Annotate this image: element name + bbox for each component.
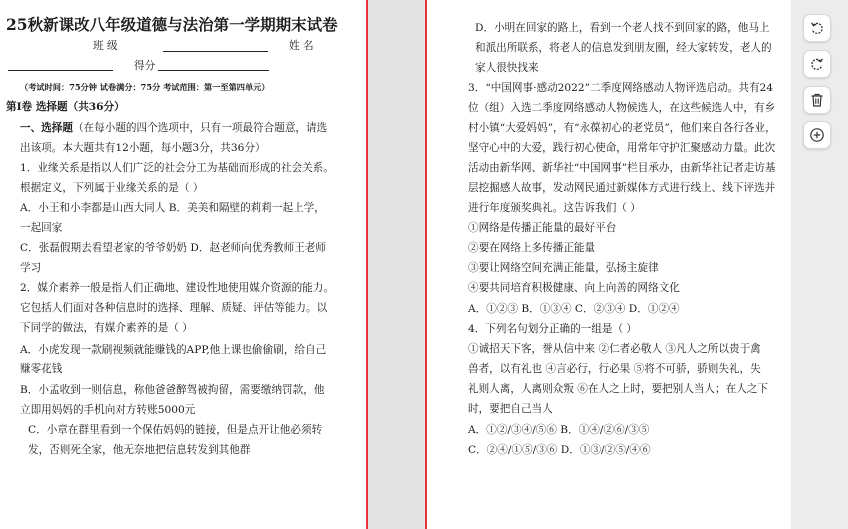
q3-answers: A．①②③ B．①③④ C．②③④ D．①②④ — [468, 303, 680, 315]
section-intro-text: （在每小题的四个选项中，只有一项最符合题意，请选 — [72, 122, 328, 134]
tool-sidebar — [791, 0, 848, 529]
q2-stem-line3: 下同学的做法，有媒介素养的是（ ） — [20, 322, 193, 334]
q1-option-d-cont: 学习 — [20, 262, 42, 274]
q2-option-c: C．小章在群里看到一个保佑妈妈的链接，但是点开让他必须转 — [28, 424, 323, 436]
section-title: 第Ⅰ卷 选择题（共36分） — [6, 101, 125, 113]
q2-option-d-cont1: 和派出所联系，将老人的信息发到朋友圈，经大家转发，老人的 — [475, 42, 772, 54]
q1-stem-line2: 根据定义，下列属于业缘关系的是（ ） — [20, 182, 204, 194]
q4-stem-line4: 礼则人离，人离则众叛 ⑥在人之上时，要把别人当人；在人之下 — [468, 383, 768, 395]
q4-stem-line5: 时，要把自己当人 — [468, 403, 553, 415]
q2-stem-line1: 2．媒介素养一般是指人们正确地、建设性地使用媒介资源的能力。 — [20, 282, 334, 294]
trash-icon — [809, 92, 825, 108]
document-page-right — [427, 0, 791, 529]
section-heading: 一、选择题 — [20, 122, 73, 134]
delete-page-button[interactable] — [803, 86, 831, 114]
q3-stem-line2: 位（组）入选二季度网络感动人物候选人，在这些候选人中，有乡 — [468, 102, 776, 114]
add-page-icon — [809, 127, 825, 143]
q2-option-a-cont: 赚零花钱 — [20, 363, 63, 375]
name-blank — [8, 59, 113, 71]
class-label: 班 级 — [93, 40, 118, 52]
rotate-left-icon — [809, 20, 825, 36]
rotate-right-icon — [809, 56, 825, 72]
q3-statement-3: ③要让网络空间充满正能量，弘扬主旋律 — [468, 262, 659, 274]
section-intro-line1 — [20, 121, 327, 135]
score-blank — [158, 59, 269, 71]
doc-title: 25秋新课改八年级道德与法治第一学期期末试卷 — [6, 15, 338, 34]
q2-option-a: A．小虎发现一款刷视频就能赚钱的APP,他上课也偷偷刷，给自己 — [20, 344, 327, 356]
q2-option-c-cont: 发，否则死全家，他无奈地把信息转发到其他群 — [28, 444, 251, 456]
rotate-right-button[interactable] — [803, 50, 831, 78]
page-divider-left — [366, 0, 368, 529]
q1-stem-line1: 1．业缘关系是指以人们广泛的社会分工为基础而形成的社会关系。 — [20, 162, 334, 174]
q2-stem-line2: 它包括人们面对各种信息时的选择、理解、质疑、评估等能力。以 — [20, 302, 328, 314]
q4-options-ab: A．①②/③④/⑤⑥ B．①④/②⑥/③⑤ — [468, 424, 650, 436]
q2-option-d: D．小明在回家的路上，看到一个老人找不到回家的路，他马上 — [475, 22, 770, 34]
q4-options-cd: C．②④/①⑤/③⑥ D．①③/②⑤/④⑥ — [468, 444, 651, 456]
q3-stem-line6: 层挖掘感人故事，发动网民通过新媒体方式进行线上、线下评选并 — [468, 182, 776, 194]
page-gap — [368, 0, 425, 529]
rotate-left-button[interactable] — [803, 14, 831, 42]
q3-stem-line7: 进行年度颁奖典礼。这告诉我们（ ） — [468, 202, 641, 214]
q2-option-b-cont: 立即用妈妈的手机向对方转账5000元 — [20, 404, 196, 416]
q3-statement-2: ②要在网络上多传播正能量 — [468, 242, 596, 254]
q3-stem-line3: 村小镇“大爱妈妈”，有“永葆初心的老党员”，他们来自各行各业， — [468, 122, 776, 134]
add-page-button[interactable] — [803, 121, 831, 149]
q3-statement-1: ①网络是传播正能量的最好平台 — [468, 222, 617, 234]
q1-option-ab: A．小王和小李都是山西大同人 B．美美和隔壁的莉莉一起上学， — [20, 202, 325, 214]
q4-stem-line2: ①诚招天下客，誉从信中来 ②仁者必敬人 ③凡人之所以贵于禽 — [468, 343, 761, 355]
class-blank — [163, 40, 268, 52]
q3-statement-4: ④要共同培育积极健康、向上向善的网络文化 — [468, 282, 680, 294]
q1-option-cd: C．张磊假期去看望老家的爷爷奶奶 D．赵老师向优秀教师王老师 — [20, 242, 326, 254]
q3-stem-line5: 活动由新华网、新华社“中国网事”栏目承办，由新华社记者走访基 — [468, 162, 776, 174]
document-page-left — [0, 0, 366, 529]
q3-stem-line4: 坚守心中的大爱，践行初心使命，用常年守护汇聚感动力量。此次 — [468, 142, 776, 154]
score-label: 得分 — [134, 60, 156, 72]
name-label: 姓 名 — [289, 40, 314, 52]
q2-option-d-cont2: 家人很快找来 — [475, 62, 539, 74]
q1-option-b-cont: 一起回家 — [20, 222, 63, 234]
section-intro-line2: 出该项。本大题共有12小题，每小题3分，共36分） — [20, 142, 266, 154]
exam-info: （考试时间：75分钟 试卷满分：75分 考试范围：第一至第四单元） — [20, 82, 270, 92]
q4-stem-line3: 兽者，以有礼也 ④言必行，行必果 ⑤将不可骄，骄则失礼，失 — [468, 363, 761, 375]
q4-stem-line1: 4．下列名句划分正确的一组是（ ） — [468, 323, 638, 335]
q2-option-b: B．小孟收到一则信息，称他爸爸醉驾被拘留，需要缴纳罚款，他 — [20, 384, 325, 396]
q3-stem-line1: 3．“中国网事·感动2022”二季度网络感动人物评选启动。共有24 — [468, 82, 774, 94]
